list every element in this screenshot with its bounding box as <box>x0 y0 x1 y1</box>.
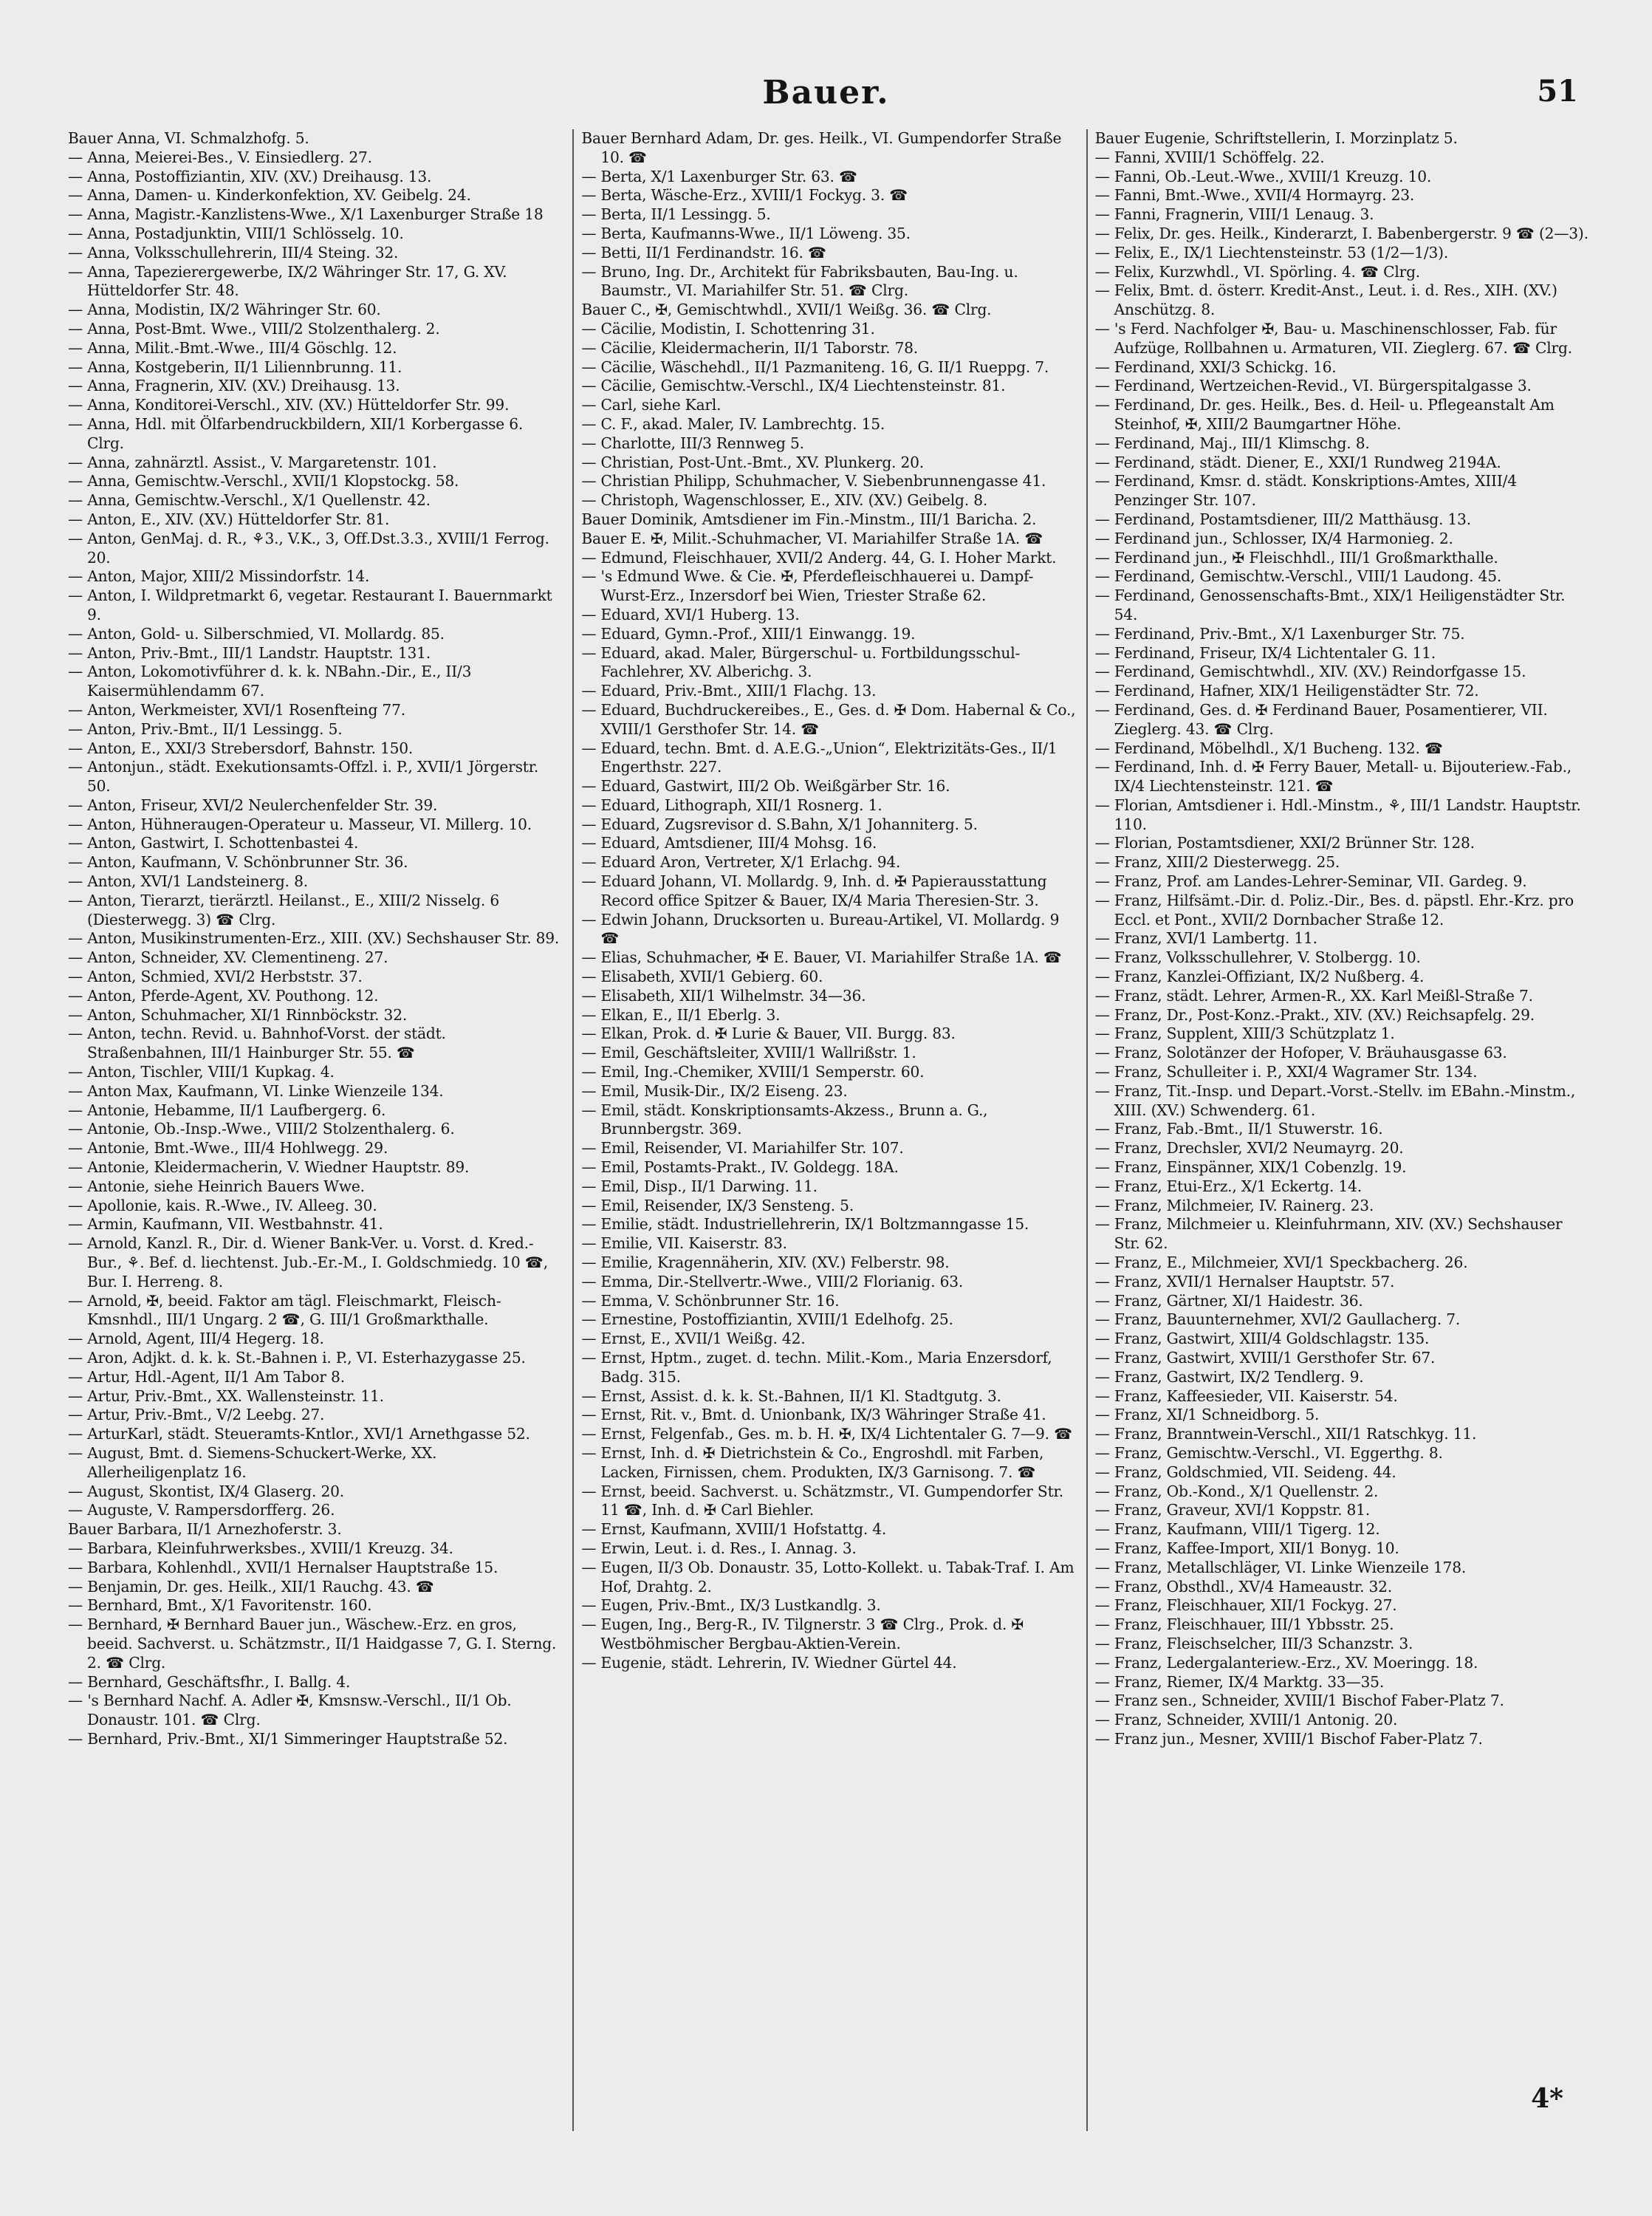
directory-entry: — Franz, Riemer, IX/4 Marktg. 33—35. <box>1094 1672 1385 1691</box>
directory-entry: — Berta, Kaufmanns-Wwe., II/1 Löweng. 35. <box>581 224 911 242</box>
directory-entry: — Franz, XVI/1 Lambertg. 11. <box>1094 929 1317 948</box>
directory-column-middle <box>572 129 1075 2131</box>
directory-entry: — Ferdinand, Friseur, IX/4 Lichtentaler G. 11. <box>1094 643 1436 662</box>
directory-entry: — Ernst, Rit. v., Bmt. d. Unionbank, IX/3 Währinger Straße 41. <box>581 1406 1046 1424</box>
directory-entry: — C. F., akad. Maler, IV. Lambrechtg. 15. <box>581 414 885 433</box>
directory-entry: — Franz, städt. Lehrer, Armen-R., XX. Karl Meißl-Straße 7. <box>1094 986 1533 1005</box>
directory-entry: — Anton, Pferde-Agent, XV. Pouthong. 12. <box>68 986 379 1005</box>
directory-entry: — Franz, Milchmeier, IV. Rainerg. 23. <box>1094 1196 1374 1214</box>
directory-entry: — Elkan, E., II/1 Eberlg. 3. <box>581 1005 781 1024</box>
signature-mark: 4* <box>1531 2083 1563 2114</box>
directory-entry: — Erwin, Leut. i. d. Res., I. Annag. 3. <box>581 1539 857 1557</box>
directory-entry: — Arnold, Kanzl. R., Dir. d. Wiener Bank-Ver. u. Vorst. d. Kred.-Bur., ⚘. Bef. d. liechtenst. Jub.-Er.-M., I. Goldschmiedg. 10 ☎, Bur. I. Herreng. 8. <box>68 1234 548 1290</box>
directory-entry: — Eduard, Gastwirt, III/2 Ob. Weißgärber Str. 16. <box>581 777 950 796</box>
directory-entry: — Emil, Musik-Dir., IX/2 Eiseng. 23. <box>581 1081 848 1100</box>
directory-entry: — Felix, Bmt. d. österr. Kredit-Anst., Leut. i. d. Res., XIH. (XV.) Anschützg. 8. <box>1094 281 1557 319</box>
directory-entry: — Emil, Disp., II/1 Darwing. 11. <box>581 1177 818 1195</box>
directory-entry: — Ferdinand, Hafner, XIX/1 Heiligenstädter Str. 72. <box>1094 682 1479 700</box>
directory-entry: — Berta, II/1 Lessingg. 5. <box>581 205 771 224</box>
directory-entry: — Franz jun., Mesner, XVIII/1 Bischof Faber-Platz 7. <box>1094 1729 1483 1748</box>
directory-entry: — Eugenie, städt. Lehrerin, IV. Wiedner Gürtel 44. <box>581 1653 957 1672</box>
directory-entry: — Ernst, Felgenfab., Ges. m. b. H. ✠, IX/4 Lichtentaler G. 7—9. ☎ <box>581 1425 1073 1443</box>
directory-entry: — Ferdinand, Kmsr. d. städt. Konskriptions-Amtes, XIII/4 Penzinger Str. 107. <box>1094 472 1517 510</box>
directory-entry: — Franz, Kaufmann, VIII/1 Tigerg. 12. <box>1094 1520 1380 1539</box>
directory-entry: — Emilie, städt. Industriellehrerin, IX/1 Boltzmanngasse 15. <box>581 1215 1029 1234</box>
directory-entry: — Ernst, Kaufmann, XVIII/1 Hofstattg. 4. <box>581 1520 887 1539</box>
directory-entry: — Christian, Post-Unt.-Bmt., XV. Plunkerg. 20. <box>581 453 924 471</box>
directory-entry: — Ferdinand, Inh. d. ✠ Ferry Bauer, Metall- u. Bijouteriew.-Fab., IX/4 Liechtensteinstr. 121. ☎ <box>1094 758 1572 796</box>
directory-entry: — Emil, städt. Konskriptionsamts-Akzess., Brunn a. G., Brunnbergstr. 369. <box>581 1101 988 1138</box>
directory-entry: — Fanni, Bmt.-Wwe., XVII/4 Hormayrg. 23. <box>1094 186 1415 205</box>
directory-entry: — Anna, Milit.-Bmt.-Wwe., III/4 Göschlg. 12. <box>68 338 397 357</box>
directory-entry: — Bernhard, ✠ Bernhard Bauer jun., Wäschew.-Erz. en gros, beeid. Sachverst. u. Schätzmstr., II/1 Haidgasse 7, G. I. Sterng. 2. ☎ Clrg. <box>68 1615 557 1672</box>
directory-entry: — Anton, Gold- u. Silberschmied, VI. Mollardg. 85. <box>68 624 445 643</box>
directory-entry: Bauer Bernhard Adam, Dr. ges. Heilk., VI. Gumpendorfer Straße 10. ☎ <box>581 129 1062 166</box>
directory-entry: — Fanni, Fragnerin, VIII/1 Lenaug. 3. <box>1094 205 1374 224</box>
directory-entry: — ArturKarl, städt. Steueramts-Kntlor., XVI/1 Arnethgasse 52. <box>68 1425 530 1443</box>
directory-entry: — Anton, GenMaj. d. R., ⚘3., V.K., 3, Off.Dst.3.3., XVIII/1 Ferrog. 20. <box>68 529 549 567</box>
directory-entry: — Christoph, Wagenschlosser, E., XIV. (XV.) Geibelg. 8. <box>581 491 988 510</box>
directory-entry: — Betti, II/1 Ferdinandstr. 16. ☎ <box>581 243 826 261</box>
directory-entry: Bauer Eugenie, Schriftstellerin, I. Morzinplatz 5. <box>1094 129 1458 147</box>
directory-entry: — Ferdinand, Priv.-Bmt., X/1 Laxenburger Str. 75. <box>1094 624 1465 643</box>
directory-entry: — Anton, E., XIV. (XV.) Hütteldorfer Str. 81. <box>68 510 390 528</box>
directory-entry: — Franz, XI/1 Schneidborg. 5. <box>1094 1406 1320 1424</box>
directory-entry: — Franz, Fleischselcher, III/3 Schanzstr. 3. <box>1094 1634 1413 1652</box>
directory-entry: — Franz, Kaffee-Import, XII/1 Bonyg. 10. <box>1094 1539 1399 1557</box>
directory-entry: Bauer Anna, VI. Schmalzhofg. 5. <box>68 129 309 147</box>
directory-entry: — Anton, Priv.-Bmt., III/1 Landstr. Hauptstr. 131. <box>68 643 431 662</box>
directory-entry: — Bernhard, Priv.-Bmt., XI/1 Simmeringer Hauptstraße 52. <box>68 1729 508 1748</box>
directory-entry: — Florian, Postamtsdiener, XXI/2 Brünner Str. 128. <box>1094 834 1475 852</box>
directory-entry: — Anna, Magistr.-Kanzlistens-Wwe., X/1 Laxenburger Straße 18 <box>68 205 544 224</box>
directory-entry: — Felix, E., IX/1 Liechtensteinstr. 53 (1/2—1/3). <box>1094 243 1449 261</box>
directory-entry: — Ferdinand, Ges. d. ✠ Ferdinand Bauer, Posamentierer, VII. Zieglerg. 43. ☎ Clrg. <box>1094 700 1548 738</box>
directory-entry: — Ernestine, Postoffiziantin, XVIII/1 Edelhofg. 25. <box>581 1310 953 1329</box>
directory-entry: — Franz, Ledergalanteriew.-Erz., XV. Moeringg. 18. <box>1094 1653 1478 1672</box>
directory-entry: — Florian, Amtsdiener i. Hdl.-Minstm., ⚘, III/1 Landstr. Hauptstr. 110. <box>1094 796 1581 833</box>
directory-entry: — Eduard, Lithograph, XII/1 Rosnerg. 1. <box>581 796 882 814</box>
directory-entry: — Anton, Lokomotivführer d. k. k. NBahn.-Dir., E., II/3 Kaisermühlendamm 67. <box>68 663 472 700</box>
directory-entry: — Ferdinand, Postamtsdiener, III/2 Matthäusg. 13. <box>1094 510 1471 528</box>
directory-entry: — Franz, Graveur, XVI/1 Koppstr. 81. <box>1094 1501 1371 1519</box>
directory-entry: — Franz, Gastwirt, XIII/4 Goldschlagstr. 135. <box>1094 1330 1430 1348</box>
directory-entry: — Bernhard, Geschäftsfhr., I. Ballg. 4. <box>68 1672 351 1691</box>
directory-entry: — Arnold, Agent, III/4 Hegerg. 18. <box>68 1330 324 1348</box>
directory-entry: — Elisabeth, XII/1 Wilhelmstr. 34—36. <box>581 986 866 1005</box>
directory-entry: — Emil, Reisender, IX/3 Sensteng. 5. <box>581 1196 854 1214</box>
directory-entry: — Franz, Einspänner, XIX/1 Cobenzlg. 19. <box>1094 1158 1407 1177</box>
directory-columns <box>68 129 1589 2131</box>
directory-entry: — Anton, Priv.-Bmt., II/1 Lessingg. 5. <box>68 719 343 738</box>
directory-entry: — Arnold, ✠, beeid. Faktor am tägl. Fleischmarkt, Fleisch-Kmsnhdl., III/1 Ungarg. 2 ☎, G. III/1 Großmarkthalle. <box>68 1291 501 1329</box>
directory-entry: — Franz, Gastwirt, XVIII/1 Gersthofer Str. 67. <box>1094 1349 1436 1367</box>
directory-entry: — Franz, Gastwirt, IX/2 Tendlerg. 9. <box>1094 1367 1364 1386</box>
directory-entry: — Anton, Schneider, XV. Clementineng. 27. <box>68 948 388 967</box>
directory-entry: — Edwin Johann, Drucksorten u. Bureau-Artikel, VI. Mollardg. 9 ☎ <box>581 910 1060 948</box>
directory-entry: — Eduard, Gymn.-Prof., XIII/1 Einwangg. 19. <box>581 624 916 643</box>
directory-entry: — Anton, Schmied, XVI/2 Herbststr. 37. <box>68 968 363 986</box>
directory-entry: — Anna, Modistin, IX/2 Währinger Str. 60. <box>68 301 381 319</box>
directory-entry: — Apollonie, kais. R.-Wwe., IV. Alleeg. 30. <box>68 1196 377 1214</box>
directory-entry: — Anton, E., XXI/3 Strebersdorf, Bahnstr. 150. <box>68 739 414 757</box>
directory-entry: — Antonjun., städt. Exekutionsamts-Offzl. i. P., XVII/1 Jörgerstr. 50. <box>68 758 539 796</box>
directory-entry: — 's Edmund Wwe. & Cie. ✠, Pferdefleischhauerei u. Dampf-Wurst-Erz., Inzersdorf bei Wien, Triester Straße 62. <box>581 567 1034 605</box>
directory-entry: — Artur, Priv.-Bmt., XX. Wallensteinstr. 11. <box>68 1386 384 1405</box>
directory-entry: — Benjamin, Dr. ges. Heilk., XII/1 Rauchg. 43. ☎ <box>68 1577 434 1596</box>
page-number: 51 <box>1537 74 1578 109</box>
directory-entry: — Anton, Hühneraugen-Operateur u. Masseur, VI. Millerg. 10. <box>68 815 532 833</box>
directory-entry: — Elias, Schuhmacher, ✠ E. Bauer, VI. Mariahilfer Straße 1A. ☎ <box>581 948 1062 967</box>
directory-entry: — Antonie, Ob.-Insp.-Wwe., VIII/2 Stolzenthalerg. 6. <box>68 1120 455 1138</box>
directory-entry: — Anna, Hdl. mit Ölfarbendruckbildern, XII/1 Korbergasse 6. Clrg. <box>68 414 524 452</box>
directory-entry: — Ferdinand, städt. Diener, E., XXI/1 Rundweg 2194A. <box>1094 453 1501 471</box>
directory-entry: — Berta, X/1 Laxenburger Str. 63. ☎ <box>581 167 857 185</box>
directory-entry: — Emil, Geschäftsleiter, XVIII/1 Wallrißstr. 1. <box>581 1044 916 1062</box>
directory-entry: — Anton, XVI/1 Landsteinerg. 8. <box>68 872 308 891</box>
directory-entry: — Cäcilie, Gemischtw.-Verschl., IX/4 Liechtensteinstr. 81. <box>581 377 1006 395</box>
directory-entry: — Franz, Supplent, XIII/3 Schützplatz 1. <box>1094 1025 1395 1043</box>
directory-column-left <box>68 129 562 2131</box>
directory-entry: — Ernst, E., XVII/1 Weißg. 42. <box>581 1330 806 1348</box>
directory-entry: — Armin, Kaufmann, VII. Westbahnstr. 41. <box>68 1215 383 1234</box>
directory-entry: — Elisabeth, XVII/1 Gebierg. 60. <box>581 968 823 986</box>
directory-entry: — Franz, Branntwein-Verschl., XII/1 Ratschkyg. 11. <box>1094 1425 1477 1443</box>
directory-entry: — Artur, Hdl.-Agent, II/1 Am Tabor 8. <box>68 1367 345 1386</box>
directory-entry: Bauer C., ✠, Gemischtwhdl., XVII/1 Weißg. 36. ☎ Clrg. <box>581 301 992 319</box>
directory-entry: — 's Bernhard Nachf. A. Adler ✠, Kmsnsw.-Verschl., II/1 Ob. Donaustr. 101. ☎ Clrg. <box>68 1692 512 1729</box>
directory-entry: — Anna, zahnärztl. Assist., V. Margaretenstr. 101. <box>68 453 437 471</box>
directory-entry: — Ernst, Assist. d. k. k. St.-Bahnen, II/1 Kl. Stadtgutg. 3. <box>581 1386 1001 1405</box>
directory-entry: — Anna, Postoffiziantin, XIV. (XV.) Dreihausg. 13. <box>68 167 432 185</box>
directory-entry: — Anna, Damen- u. Kinderkonfektion, XV. Geibelg. 24. <box>68 186 471 205</box>
directory-entry: — Ferdinand, Dr. ges. Heilk., Bes. d. Heil- u. Pflegeanstalt Am Steinhof, ✠, XIII/2 Baumgartner Höhe. <box>1094 396 1555 433</box>
directory-entry: — Bernhard, Bmt., X/1 Favoritenstr. 160. <box>68 1596 372 1615</box>
directory-entry: — Anton Max, Kaufmann, VI. Linke Wienzeile 134. <box>68 1081 444 1100</box>
directory-entry: — Emilie, Kragennäherin, XIV. (XV.) Felberstr. 98. <box>581 1254 950 1272</box>
directory-entry: — Franz, Prof. am Landes-Lehrer-Seminar, VII. Gardeg. 9. <box>1094 872 1527 891</box>
directory-entry: — Franz, Obsthdl., XV/4 Hameaustr. 32. <box>1094 1577 1393 1596</box>
directory-entry: — Eduard, techn. Bmt. d. A.E.G.-„Union“, Elektrizitäts-Ges., II/1 Engerthstr. 227. <box>581 739 1058 776</box>
directory-entry: Bauer E. ✠, Milit.-Schuhmacher, VI. Mariahilfer Straße 1A. ☎ <box>581 529 1043 547</box>
page-header <box>0 74 1652 118</box>
directory-entry: — Ferdinand, Wertzeichen-Revid., VI. Bürgerspitalgasse 3. <box>1094 377 1532 395</box>
directory-entry: — Eduard, Zugsrevisor d. S.Bahn, X/1 Johanniterg. 5. <box>581 815 978 833</box>
directory-entry: — Franz, Fab.-Bmt., II/1 Stuwerstr. 16. <box>1094 1120 1383 1138</box>
directory-entry: — Franz, Tit.-Insp. und Depart.-Vorst.-Stellv. im EBahn.-Minstm., XIII. (XV.) Schwenderg. 61. <box>1094 1081 1576 1119</box>
directory-entry: — Cäcilie, Modistin, I. Schottenring 31. <box>581 319 875 338</box>
directory-entry: — Emil, Ing.-Chemiker, XVIII/1 Semperstr. 60. <box>581 1063 925 1081</box>
directory-entry: — Emilie, VII. Kaiserstr. 83. <box>581 1234 787 1253</box>
directory-entry: — Elkan, Prok. d. ✠ Lurie & Bauer, VII. Burgg. 83. <box>581 1025 956 1043</box>
directory-entry: — Eugen, Priv.-Bmt., IX/3 Lustkandlg. 3. <box>581 1596 881 1615</box>
directory-entry: — Franz, Kanzlei-Offiziant, IX/2 Nußberg. 4. <box>1094 968 1425 986</box>
directory-entry: — Ferdinand jun., ✠ Fleischhdl., III/1 Großmarkthalle. <box>1094 548 1498 567</box>
directory-entry: — Antonie, Kleidermacherin, V. Wiedner Hauptstr. 89. <box>68 1158 470 1177</box>
directory-entry: — Antonie, Hebamme, II/1 Laufbergerg. 6. <box>68 1101 386 1119</box>
directory-entry: — Ferdinand jun., Schlosser, IX/4 Harmonieg. 2. <box>1094 529 1453 547</box>
directory-entry: — Bruno, Ing. Dr., Architekt für Fabriksbauten, Bau-Ing. u. Baumstr., VI. Mariahilfer Str. 51. ☎ Clrg. <box>581 262 1018 300</box>
directory-entry: — Eduard Johann, VI. Mollardg. 9, Inh. d. ✠ Papierausstattung Record office Spitzer & Bauer, IX/4 Maria Theresien-Str. 3. <box>581 872 1047 909</box>
directory-entry: — Ferdinand, Genossenschafts-Bmt., XIX/1 Heiligenstädter Str. 54. <box>1094 587 1566 623</box>
directory-entry: — Anna, Gemischtw.-Verschl., X/1 Quellenstr. 42. <box>68 491 431 510</box>
directory-entry: — Cäcilie, Kleidermacherin, II/1 Taborstr. 78. <box>581 338 919 357</box>
directory-entry: — Ernst, Hptm., zuget. d. techn. Milit.-Kom., Maria Enzersdorf, Badg. 315. <box>581 1349 1052 1386</box>
directory-entry: — Franz, Schulleiter i. P., XXI/4 Wagramer Str. 134. <box>1094 1063 1478 1081</box>
directory-entry: — Barbara, Kohlenhdl., XVII/1 Hernalser Hauptstraße 15. <box>68 1558 498 1576</box>
directory-entry: — Felix, Kurzwhdl., VI. Spörling. 4. ☎ Clrg. <box>1094 262 1421 281</box>
directory-entry: — Franz, Bauunternehmer, XVI/2 Gaullacherg. 7. <box>1094 1310 1461 1329</box>
directory-entry: — Cäcilie, Wäschehdl., II/1 Pazmaniteng. 16, G. II/1 Rueppg. 7. <box>581 358 1049 376</box>
directory-entry: — Anna, Tapezierergewerbe, IX/2 Währinger Str. 17, G. XV. Hütteldorfer Str. 48. <box>68 262 507 300</box>
directory-entry: — Franz, Gemischtw.-Verschl., VI. Eggerthg. 8. <box>1094 1443 1443 1462</box>
directory-entry: — Anton, Schuhmacher, XI/1 Rinnböckstr. 32. <box>68 1005 408 1024</box>
directory-entry: — Artur, Priv.-Bmt., V/2 Leebg. 27. <box>68 1406 325 1424</box>
directory-entry: — Franz, Drechsler, XVI/2 Neumayrg. 20. <box>1094 1139 1404 1157</box>
directory-entry: — Anna, Fragnerin, XIV. (XV.) Dreihausg. 13. <box>68 377 400 395</box>
directory-entry: — Anton, Kaufmann, V. Schönbrunner Str. 36. <box>68 853 408 872</box>
directory-entry: — Anton, Tischler, VIII/1 Kupkag. 4. <box>68 1063 335 1081</box>
directory-entry: — Anna, Volksschullehrerin, III/4 Steing. 32. <box>68 243 399 261</box>
directory-entry: — Eduard, Priv.-Bmt., XIII/1 Flachg. 13. <box>581 682 877 700</box>
directory-entry: — Franz sen., Schneider, XVIII/1 Bischof Faber-Platz 7. <box>1094 1692 1504 1710</box>
directory-entry: — Edmund, Fleischhauer, XVII/2 Anderg. 44, G. I. Hoher Markt. <box>581 548 1057 567</box>
directory-entry: — Emil, Reisender, VI. Mariahilfer Str. 107. <box>581 1139 904 1157</box>
directory-entry: — Anton, Werkmeister, XVI/1 Rosenfteing 77. <box>68 700 405 719</box>
directory-entry: — Franz, Solotänzer der Hofoper, V. Bräuhausgasse 63. <box>1094 1044 1507 1062</box>
directory-entry: — Emma, V. Schönbrunner Str. 16. <box>581 1291 840 1310</box>
directory-entry: — Franz, XIII/2 Diesterwegg. 25. <box>1094 853 1340 872</box>
directory-entry: — Ferdinand, Gemischtw.-Verschl., VIII/1 Laudong. 45. <box>1094 567 1502 586</box>
directory-entry: — Barbara, Kleinfuhrwerksbes., XVIII/1 Kreuzg. 34. <box>68 1539 453 1557</box>
directory-entry: — Franz, Ob.-Kond., X/1 Quellenstr. 2. <box>1094 1482 1379 1500</box>
directory-entry: — Anna, Gemischtw.-Verschl., XVII/1 Klopstockg. 58. <box>68 472 459 490</box>
directory-entry: — Aron, Adjkt. d. k. k. St.-Bahnen i. P., VI. Esterhazygasse 25. <box>68 1349 526 1367</box>
directory-entry: — Emil, Postamts-Prakt., IV. Goldegg. 18A. <box>581 1158 899 1177</box>
directory-entry: — Anton, Friseur, XVI/2 Neulerchenfelder Str. 39. <box>68 796 438 814</box>
directory-entry: — Ferdinand, XXI/3 Schickg. 16. <box>1094 358 1337 376</box>
directory-entry: — August, Bmt. d. Siemens-Schuckert-Werke, XX. Allerheiligenplatz 16. <box>68 1443 437 1481</box>
directory-entry: — Anna, Kostgeberin, II/1 Liliennbrunng. 11. <box>68 358 402 376</box>
directory-entry: — Ernst, beeid. Sachverst. u. Schätzmstr., VI. Gumpendorfer Str. 11 ☎, Inh. d. ✠ Carl Biehler. <box>581 1482 1063 1519</box>
directory-entry: Bauer Dominik, Amtsdiener im Fin.-Minstm., III/1 Baricha. 2. <box>581 510 1037 528</box>
directory-entry: — Anton, I. Wildpretmarkt 6, vegetar. Restaurant I. Bauernmarkt 9. <box>68 587 552 623</box>
directory-entry: — Anton, Musikinstrumenten-Erz., XIII. (XV.) Sechshauser Str. 89. <box>68 929 560 948</box>
directory-column-right <box>1086 129 1589 2131</box>
directory-entry: — Anna, Post-Bmt. Wwe., VIII/2 Stolzenthalerg. 2. <box>68 319 440 338</box>
directory-entry: — Ferdinand, Maj., III/1 Klimschg. 8. <box>1094 434 1370 452</box>
directory-entry: — Anton, Major, XIII/2 Missindorfstr. 14. <box>68 567 370 586</box>
page-title: Bauer. <box>762 74 890 112</box>
directory-entry: — August, Skontist, IX/4 Glaserg. 20. <box>68 1482 344 1500</box>
directory-entry: — Franz, Goldschmied, VII. Seideng. 44. <box>1094 1463 1396 1481</box>
directory-entry: — Eduard Aron, Vertreter, X/1 Erlachg. 94. <box>581 853 901 872</box>
directory-entry: — Franz, Etui-Erz., X/1 Eckertg. 14. <box>1094 1177 1362 1195</box>
directory-entry: — Anna, Konditorei-Verschl., XIV. (XV.) Hütteldorfer Str. 99. <box>68 396 510 414</box>
directory-entry: — Antonie, Bmt.-Wwe., III/4 Hohlwegg. 29. <box>68 1139 388 1157</box>
directory-entry: — Eduard, XVI/1 Huberg. 13. <box>581 605 800 623</box>
directory-entry: — Emma, Dir.-Stellvertr.-Wwe., VIII/2 Florianig. 63. <box>581 1272 964 1290</box>
directory-entry: — Franz, Fleischhauer, III/1 Ybbsstr. 25. <box>1094 1615 1394 1634</box>
directory-entry: — Fanni, Ob.-Leut.-Wwe., XVIII/1 Kreuzg. 10. <box>1094 167 1432 185</box>
directory-entry: — Franz, Milchmeier u. Kleinfuhrmann, XIV. (XV.) Sechshauser Str. 62. <box>1094 1215 1563 1253</box>
directory-entry: — Franz, Dr., Post-Konz.-Prakt., XIV. (XV.) Reichsapfelg. 29. <box>1094 1005 1535 1024</box>
directory-entry: — Franz, E., Milchmeier, XVI/1 Speckbacherg. 26. <box>1094 1254 1468 1272</box>
directory-entry: — Franz, Volksschullehrer, V. Stolbergg. 10. <box>1094 948 1421 967</box>
directory-entry: — Eugen, Ing., Berg-R., IV. Tilgnerstr. 3 ☎ Clrg., Prok. d. ✠ Westböhmischer Bergbau-Aktien-Verein. <box>581 1615 1024 1652</box>
directory-entry: — Eugen, II/3 Ob. Donaustr. 35, Lotto-Kollekt. u. Tabak-Traf. I. Am Hof, Drahtg. 2. <box>581 1558 1075 1596</box>
directory-entry: — Franz, Schneider, XVIII/1 Antonig. 20. <box>1094 1711 1398 1729</box>
directory-entry: — Anna, Meierei-Bes., V. Einsiedlerg. 27. <box>68 148 372 166</box>
directory-entry: — Franz, Metallschläger, VI. Linke Wienzeile 178. <box>1094 1558 1467 1576</box>
directory-entry: — Eduard, Buchdruckereibes., E., Ges. d. ✠ Dom. Habernal & Co., XVIII/1 Gersthofer Str. 14. ☎ <box>581 700 1076 738</box>
directory-entry: — Franz, Kaffeesieder, VII. Kaiserstr. 54. <box>1094 1386 1398 1405</box>
directory-entry: — Carl, siehe Karl. <box>581 396 722 414</box>
directory-entry: — Eduard, akad. Maler, Bürgerschul- u. Fortbildungsschul-Fachlehrer, XV. Alberichg. 3. <box>581 643 1021 681</box>
directory-entry: — Ferdinand, Gemischtwhdl., XIV. (XV.) Reindorfgasse 15. <box>1094 663 1526 681</box>
directory-entry: — Antonie, siehe Heinrich Bauers Wwe. <box>68 1177 365 1195</box>
directory-entry: — 's Ferd. Nachfolger ✠, Bau- u. Maschinenschlosser, Fab. für Aufzüge, Rollbahnen u. Armaturen, VII. Zieglerg. 67. ☎ Clrg. <box>1094 319 1572 357</box>
directory-entry: — Franz, Fleischhauer, XII/1 Fockyg. 27. <box>1094 1596 1397 1615</box>
directory-entry: — Eduard, Amtsdiener, III/4 Mohsg. 16. <box>581 834 877 852</box>
directory-entry: — Anton, techn. Revid. u. Bahnhof-Vorst. der städt. Straßenbahnen, III/1 Hainburger Str. 55. ☎ <box>68 1025 446 1062</box>
directory-entry: — Franz, XVII/1 Hernalser Hauptstr. 57. <box>1094 1272 1395 1290</box>
directory-entry: — Ernst, Inh. d. ✠ Dietrichstein & Co., Engroshdl. mit Farben, Lacken, Firnissen, chem. Produkten, IX/3 Garnisong. 7. ☎ <box>581 1443 1044 1481</box>
directory-entry: — Anton, Gastwirt, I. Schottenbastei 4. <box>68 834 359 852</box>
directory-entry: — Felix, Dr. ges. Heilk., Kinderarzt, I. Babenbergerstr. 9 ☎ (2—3). <box>1094 224 1588 242</box>
directory-entry: — Charlotte, III/3 Rennweg 5. <box>581 434 804 452</box>
directory-entry: — Fanni, XVIII/1 Schöffelg. 22. <box>1094 148 1325 166</box>
directory-entry: — Franz, Gärtner, XI/1 Haidestr. 36. <box>1094 1291 1363 1310</box>
directory-entry: — Ferdinand, Möbelhdl., X/1 Bucheng. 132. ☎ <box>1094 739 1443 757</box>
directory-entry: Bauer Barbara, II/1 Arnezhoferstr. 3. <box>68 1520 342 1539</box>
directory-entry: — Franz, Hilfsämt.-Dir. d. Poliz.-Dir., Bes. d. päpstl. Ehr.-Krz. pro Eccl. et Pont., XVII/2 Dornbacher Straße 12. <box>1094 891 1574 929</box>
directory-entry: — Christian Philipp, Schuhmacher, V. Siebenbrunnengasse 41. <box>581 472 1046 490</box>
directory-entry: — Berta, Wäsche-Erz., XVIII/1 Fockyg. 3. ☎ <box>581 186 908 205</box>
directory-entry: — Anna, Postadjunktin, VIII/1 Schlösselg. 10. <box>68 224 404 242</box>
directory-entry: — Anton, Tierarzt, tierärztl. Heilanst., E., XIII/2 Nisselg. 6 (Diesterwegg. 3) ☎ Clrg. <box>68 891 499 929</box>
directory-entry: — Auguste, V. Rampersdorfferg. 26. <box>68 1501 335 1519</box>
